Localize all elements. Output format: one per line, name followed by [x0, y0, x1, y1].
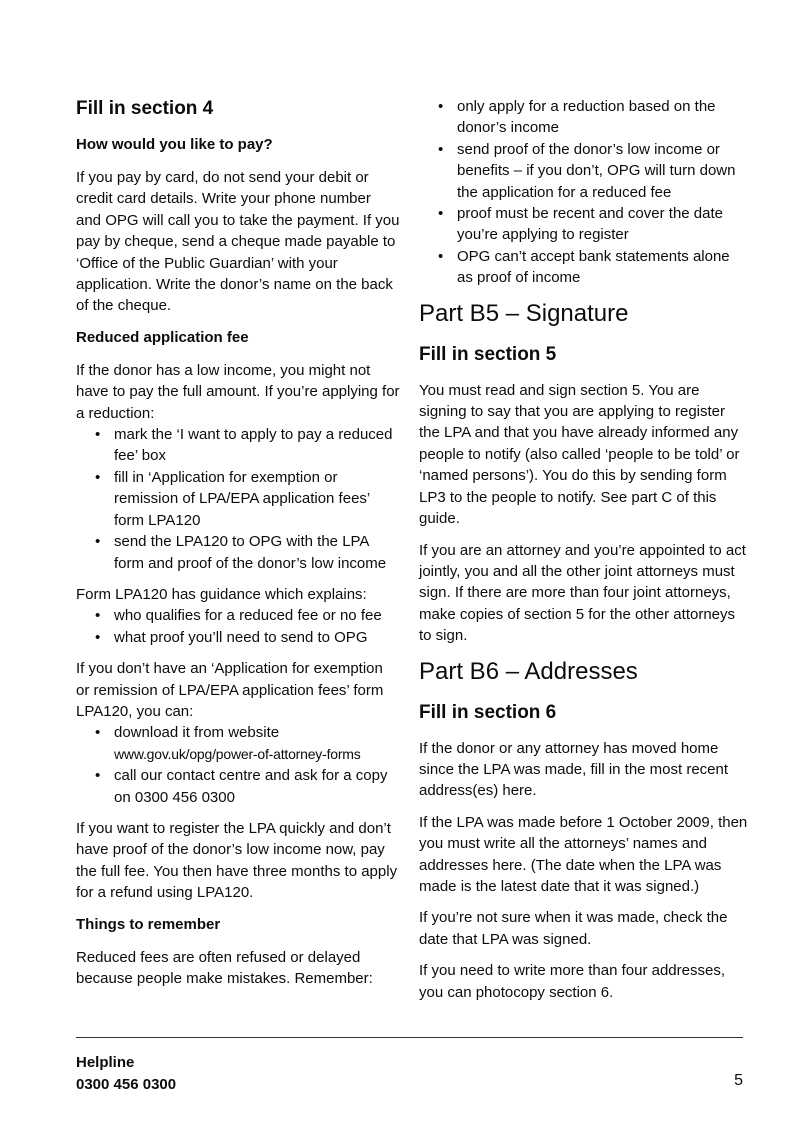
guidance-paragraph: Form LPA120 has guidance which explains:: [76, 585, 367, 603]
section-4-heading: Fill in section 4: [76, 98, 214, 119]
remember-paragraph: Reduced fees are often refused or delayed because people make mistakes. Remember:: [76, 948, 373, 987]
footer-helpline: [76, 1052, 176, 1096]
page-number: 5: [734, 1072, 743, 1089]
section-6-paragraph-3: If you’re not sure when it was made, check the date that LPA was signed.: [419, 909, 728, 948]
reduced-fee-paragraph: If the donor has a low income, you might not have to pay the full amount. If you’re applying for a reduction:: [76, 361, 400, 422]
download-text: download it from website: [114, 724, 280, 742]
list-item: • fill in ‘Application for exemption or remission of LPA/EPA application fees’ form LPA120: [95, 467, 400, 531]
list-item: • OPG can’t accept bank statements alone as proof of income: [438, 246, 749, 289]
list-item: • proof must be recent and cover the date you’re applying to register: [438, 203, 749, 246]
section-5-paragraph-1: You must read and sign section 5. You are signing to say that you are applying to register the LPA and that you have already informed any people to notify (also called ‘people to be told’ or ‘named persons’). You do this by sending form LP3 to the people to notify. See part C of this guide.: [419, 381, 740, 528]
remember-list: [419, 96, 749, 289]
section-6-paragraph-1: If the donor or any attorney has moved home since the LPA was made, fill in the most recent address(es) here.: [419, 739, 729, 800]
section-6-heading: Fill in section 6: [419, 701, 557, 723]
list-item: • mark the ‘I want to apply to pay a reduced fee’ box: [95, 424, 400, 467]
part-b6-heading: Part B6 – Addresses: [419, 657, 638, 685]
quick-register-paragraph: If you want to register the LPA quickly and don’t have proof of the donor’s low income now, pay the full fee. You then have three months to apply for a refund using LPA120.: [76, 819, 398, 902]
section-5-paragraph-2: If you are an attorney and you’re appointed to act jointly, you and all the other joint attorneys must sign. If there are more than four joint attorneys, make copies of section 5 for the other attorneys to sign.: [419, 541, 746, 645]
reduced-fee-heading: Reduced application fee: [76, 328, 249, 346]
pay-paragraph: If you pay by card, do not send your debit or credit card details. Write your phone number and OPG will call you to take the payment. If you pay by cheque, send a cheque made payable to ‘Office of the Public Guardian’ with your application. Write the donor’s name on the back of the cheque.: [76, 169, 400, 315]
section-6-paragraph-4: If you need to write more than four addresses, you can photocopy section 6.: [419, 962, 725, 1001]
list-item: • send proof of the donor’s low income or benefits – if you don’t, OPG will turn down the application for a reduced fee: [438, 139, 749, 203]
reduced-fee-list: [76, 424, 400, 574]
pay-heading: How would you like to pay?: [76, 136, 273, 153]
list-item: • call our contact centre and ask for a copy on 0300 456 0300: [95, 765, 400, 808]
helpline-label: Helpline: [76, 1054, 135, 1071]
no-form-paragraph: If you don’t have an ‘Application for exemption or remission of LPA/EPA application fees’ form LPA120, you can:: [76, 660, 384, 720]
list-item: • send the LPA120 to OPG with the LPA form and proof of the donor’s low income: [95, 531, 400, 574]
forms-website-link[interactable]: www.gov.uk/opg/power-of-attorney-forms: [114, 745, 361, 762]
list-item: [95, 722, 400, 765]
section-5-heading: Fill in section 5: [419, 343, 557, 365]
list-item: • only apply for a reduction based on the donor’s income: [438, 96, 749, 139]
list-item: • what proof you’ll need to send to OPG: [95, 627, 400, 648]
no-form-list: [76, 722, 400, 808]
part-b5-heading: Part B5 – Signature: [419, 299, 629, 327]
guidance-list: [76, 605, 400, 648]
section-6-paragraph-2: If the LPA was made before 1 October 2009, then you must write all the attorneys’ names and addresses here. (The date when the LPA was made is the latest date that it was signed.): [419, 813, 748, 895]
left-column: [76, 96, 400, 999]
list-item: • who qualifies for a reduced fee or no fee: [95, 605, 400, 626]
things-to-remember-heading: Things to remember: [76, 915, 221, 933]
footer-divider: [76, 1037, 743, 1038]
helpline-number: 0300 456 0300: [76, 1076, 177, 1093]
right-column: [419, 96, 749, 1013]
